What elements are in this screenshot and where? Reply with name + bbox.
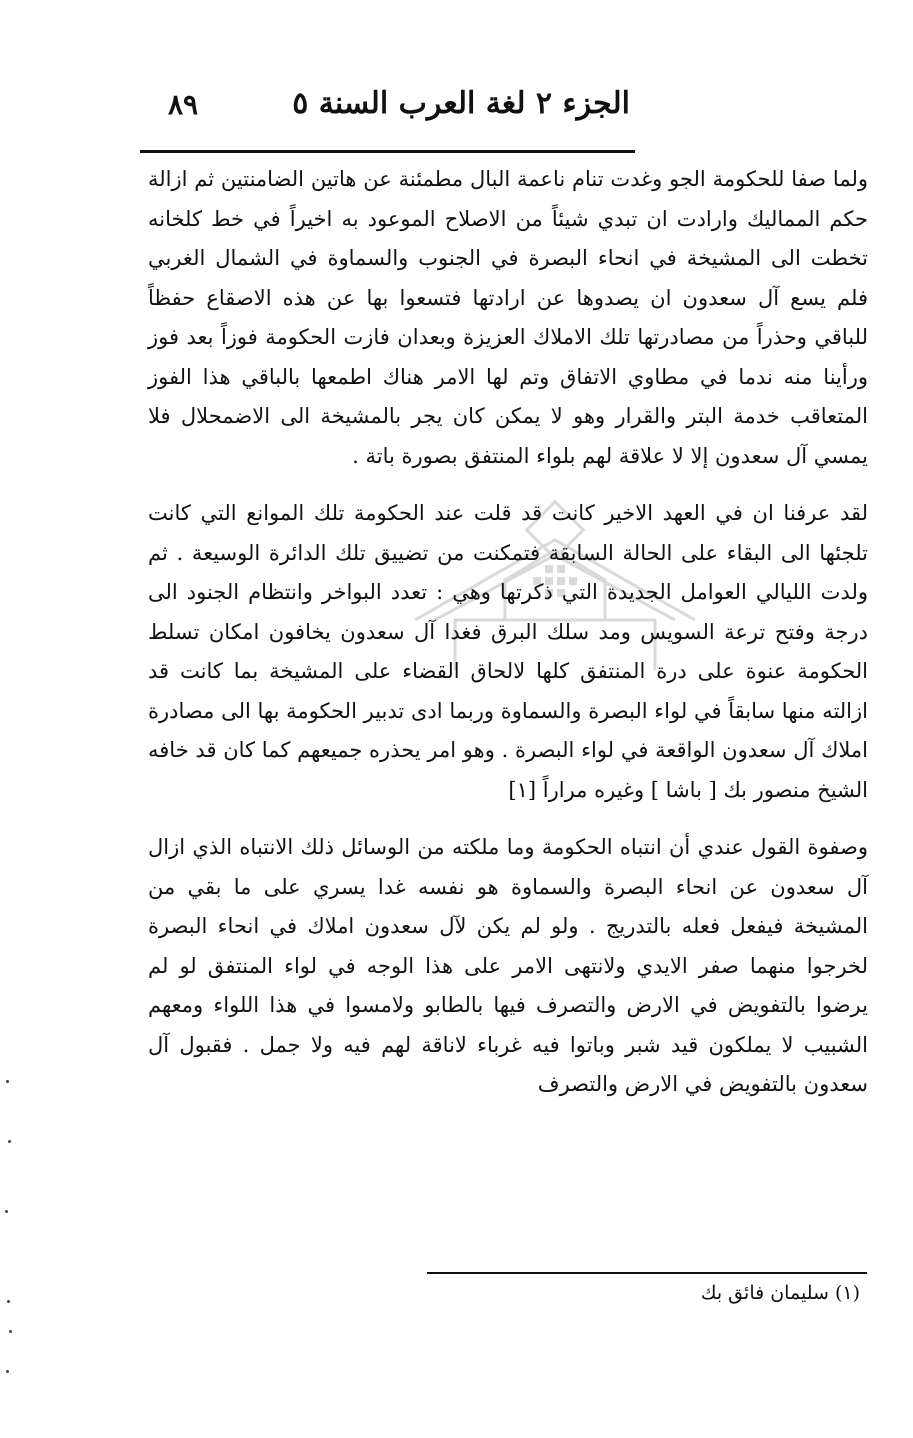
paragraph-2: لقد عرفنا ان في العهد الاخير كانت قد قلت عند الحكومة تلك الموانع التي كانت تلجئها الى البقاء على الحالة السابقة فتمكنت من تضييق تلك الدائرة الوسيعة . ثم ولدت الليالي العوامل الجديدة التي ذكرتها وهي : تعدد البواخر وانتظام الجنود الى درجة وفتح ترعة السويس ومد سلك البرق فغدا آل سعدون يخافون امكان تسلط الحكومة عنوة على درة المنتفق كلها لالحاق القضاء على المشيخة بما كانت قد ازالته منها سابقاً في لواء البصرة والسماوة وربما ادى تدبير الحكومة بها الى مصادرة املاك آل سعدون الواقعة في لواء البصرة . وهو امر يحذره جميعهم كما كان قد خافه الشيخ منصور بك [ باشا ] وغيره مراراً [١] xyxy=(148,501,868,802)
footnote-rule xyxy=(427,1272,867,1274)
page-number: ٨٩ xyxy=(168,88,199,121)
footnote: (١) سليمان فائق بك xyxy=(700,1282,860,1304)
running-header xyxy=(150,78,630,138)
paragraph-3: وصفوة القول عندي أن انتباه الحكومة وما ملكته من الوسائل ذلك الانتباه الذي ازال آل سعدون عن انحاء البصرة والسماوة هو نفسه غدا يسري على ما بقي من المشيخة فيفعل فعله بالتدريج . ولو لم يكن لآل سعدون املاك في انحاء البصرة لخرجوا منهما صفر الايدي ولانتهى الامر على هذا الوجه في لواء المنتفق لو لم يرضوا بالتفويض في الارض والتصرف فيها بالطابو ولامسوا في هذا اللواء ومعهم الشبيب لا يملكون قيد شبر وباتوا فيه غرباء لاناقة لهم فيه ولا جمل . فقبول آل سعدون بالتفويض في الارض والتصرف xyxy=(148,835,868,1096)
header-rule xyxy=(140,150,635,153)
header-title: الجزء ٢ لغة العرب السنة ٥ xyxy=(292,86,630,121)
body-text xyxy=(148,160,868,1105)
scan-margin-specks xyxy=(0,1000,24,1400)
paragraph-1: ولما صفا للحكومة الجو وغدت تنام ناعمة البال مطمئنة عن هاتين الضامنتين ثم ازالة حكم المماليك وارادت ان تبدي شيئاً من الاصلاح الموعود به اخيراً في خط كلخانه تخطت الى المشيخة في انحاء البصرة في الجنوب والسماوة في الشمال الغربي فلم يسع آل سعدون ان يصدوها عن ارادتها فتسعوا بها عن هذه الاصقاع حفظاً للباقي وحذراً من مصادرتها تلك الاملاك العزيزة وبعدان فازت الحكومة فوزاً بعد فوز ورأينا منه ندما في مطاوي الاتفاق وتم لها الامر هناك اطمعها بالباقي هذا الفوز المتعاقب خدمة البتر والقرار وهو لا يمكن كان يجر بالمشيخة الى الاضمحلال فلا يمسي آل سعدون إلا لا علاقة لهم بلواء المنتفق بصورة باتة . xyxy=(148,167,868,468)
